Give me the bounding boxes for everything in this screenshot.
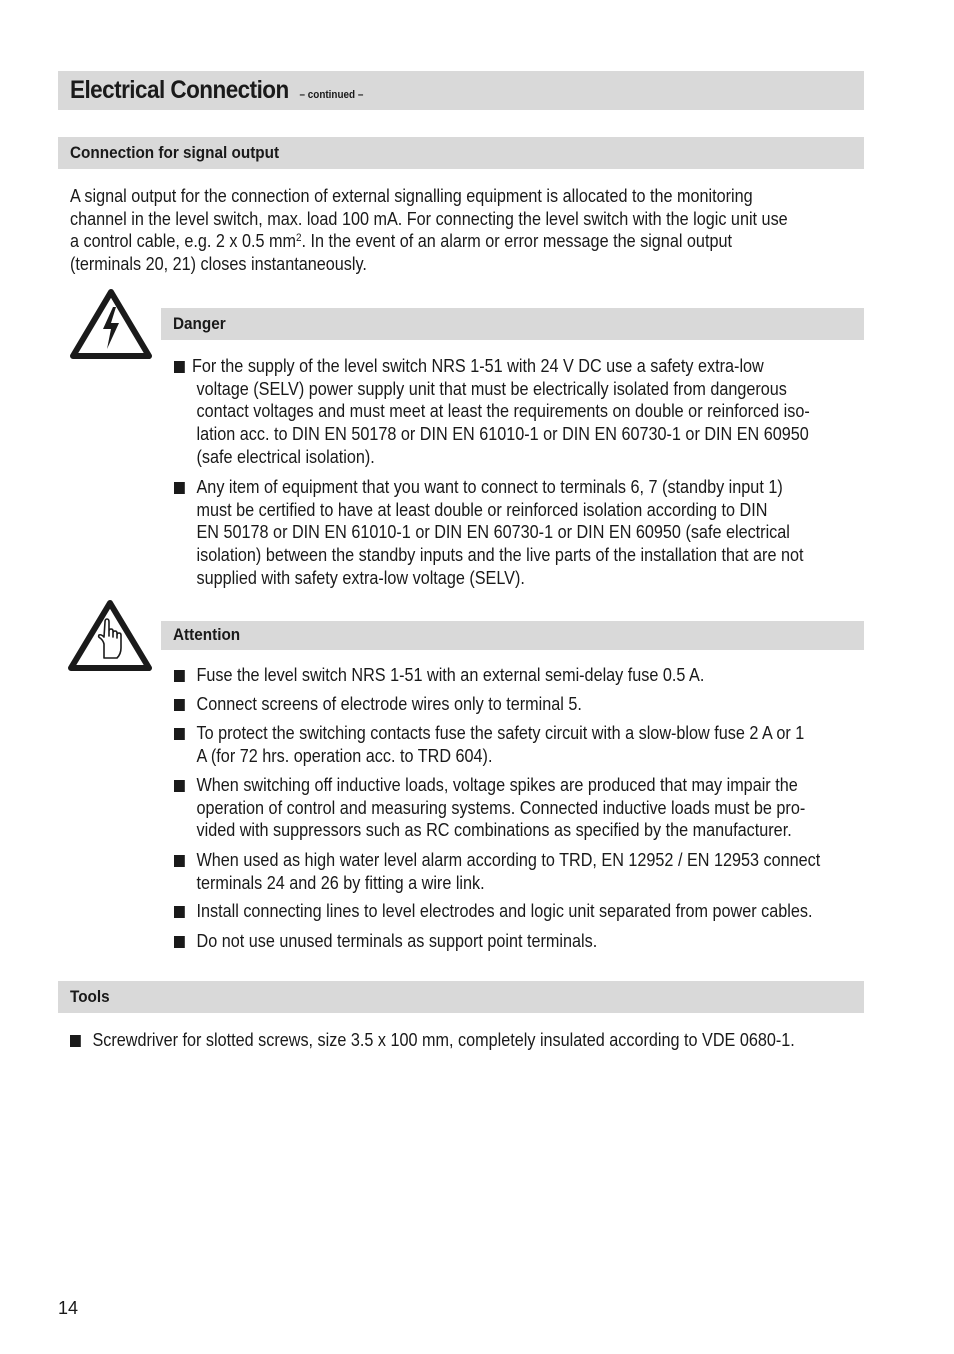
list-item: Any item of equipment that you want to connect to terminals 6, 7 (standby input 1) must be certified to have at least double or reinforced isolation according to DIN EN 50178 or DIN EN 61010-1 or DIN EN 60730-1 or DIN EN 60950 (safe electrical isolation) between the standby inputs and the live parts of the installation that are not supplied with safety extra-low voltage (SELV). (174, 476, 803, 590)
page-title: Electrical Connection – continued – (70, 76, 364, 104)
bullet-square-icon (174, 361, 185, 373)
section-heading-label: Tools (70, 987, 110, 1006)
bullet-square-icon (174, 780, 185, 792)
list-item: Install connecting lines to level electrodes and logic unit separated from power cables. (174, 900, 812, 923)
list-item: Fuse the level switch NRS 1-51 with an external semi-delay fuse 0.5 A. (174, 664, 704, 687)
connection-paragraph: A signal output for the connection of external signalling equipment is allocated to the monitoring channel in the level switch, max. load 100 mA. For connecting the level switch with the logic unit use a control cable, e.g. 2 x 0.5 $mm^2$. In the event of an alarm or error message the signal output (terminals 20, 21) closes instantaneously. (70, 186, 788, 275)
bullet-square-icon (70, 1035, 81, 1047)
page-number: 14 (58, 1298, 79, 1318)
bullet-square-icon (174, 906, 185, 918)
section-heading-tools (58, 981, 864, 1013)
page-title-bar (58, 71, 864, 110)
superscript: 2 (296, 232, 302, 245)
list-item: When used as high water level alarm according to TRD, EN 12952 / EN 12953 connect terminals 24 and 26 by fitting a wire link. (174, 849, 820, 894)
high-voltage-warning-icon (69, 287, 153, 360)
list-item: Do not use unused terminals as support point terminals. (174, 930, 597, 953)
bullet-square-icon (174, 728, 185, 740)
section-heading-label: Attention (173, 625, 241, 644)
bullet-square-icon (174, 855, 185, 867)
bullet-square-icon (174, 936, 185, 948)
section-heading-danger (161, 308, 864, 340)
section-heading-connection (58, 137, 864, 169)
list-item: For the supply of the level switch NRS 1-51 with 24 V DC use a safety extra-low voltage (SELV) power supply unit that must be electrically isolated from dangerous contact voltages and must meet at least the requirements on double or reinforced iso- lation acc. to DIN EN 50178 or DIN EN 61010-1 or DIN EN 60730-1 or DIN EN 60950 (safe electrical isolation). (174, 355, 810, 469)
section-heading-label: Danger (173, 314, 226, 333)
bullet-square-icon (174, 482, 185, 494)
section-heading-attention (161, 621, 864, 650)
pointing-hand-warning-icon (67, 598, 153, 672)
bullet-square-icon (174, 670, 185, 682)
list-item: To protect the switching contacts fuse the safety circuit with a slow-blow fuse 2 A or 1 A (for 72 hrs. operation acc. to TRD 604). (174, 722, 804, 767)
list-item: Screwdriver for slotted screws, size 3.5 x 100 mm, completely insulated according to VDE 0680-1. (70, 1029, 795, 1052)
section-heading-label: Connection for signal output (70, 143, 280, 162)
list-item: Connect screens of electrode wires only to terminal 5. (174, 693, 582, 716)
list-item: When switching off inductive loads, voltage spikes are produced that may impair the operation of control and measuring systems. Connected inductive loads must be pro- vided with suppressors such as RC combinations as specified by the manufacturer. (174, 774, 805, 842)
continued-label: – continued – (299, 89, 364, 101)
bullet-square-icon (174, 699, 185, 711)
